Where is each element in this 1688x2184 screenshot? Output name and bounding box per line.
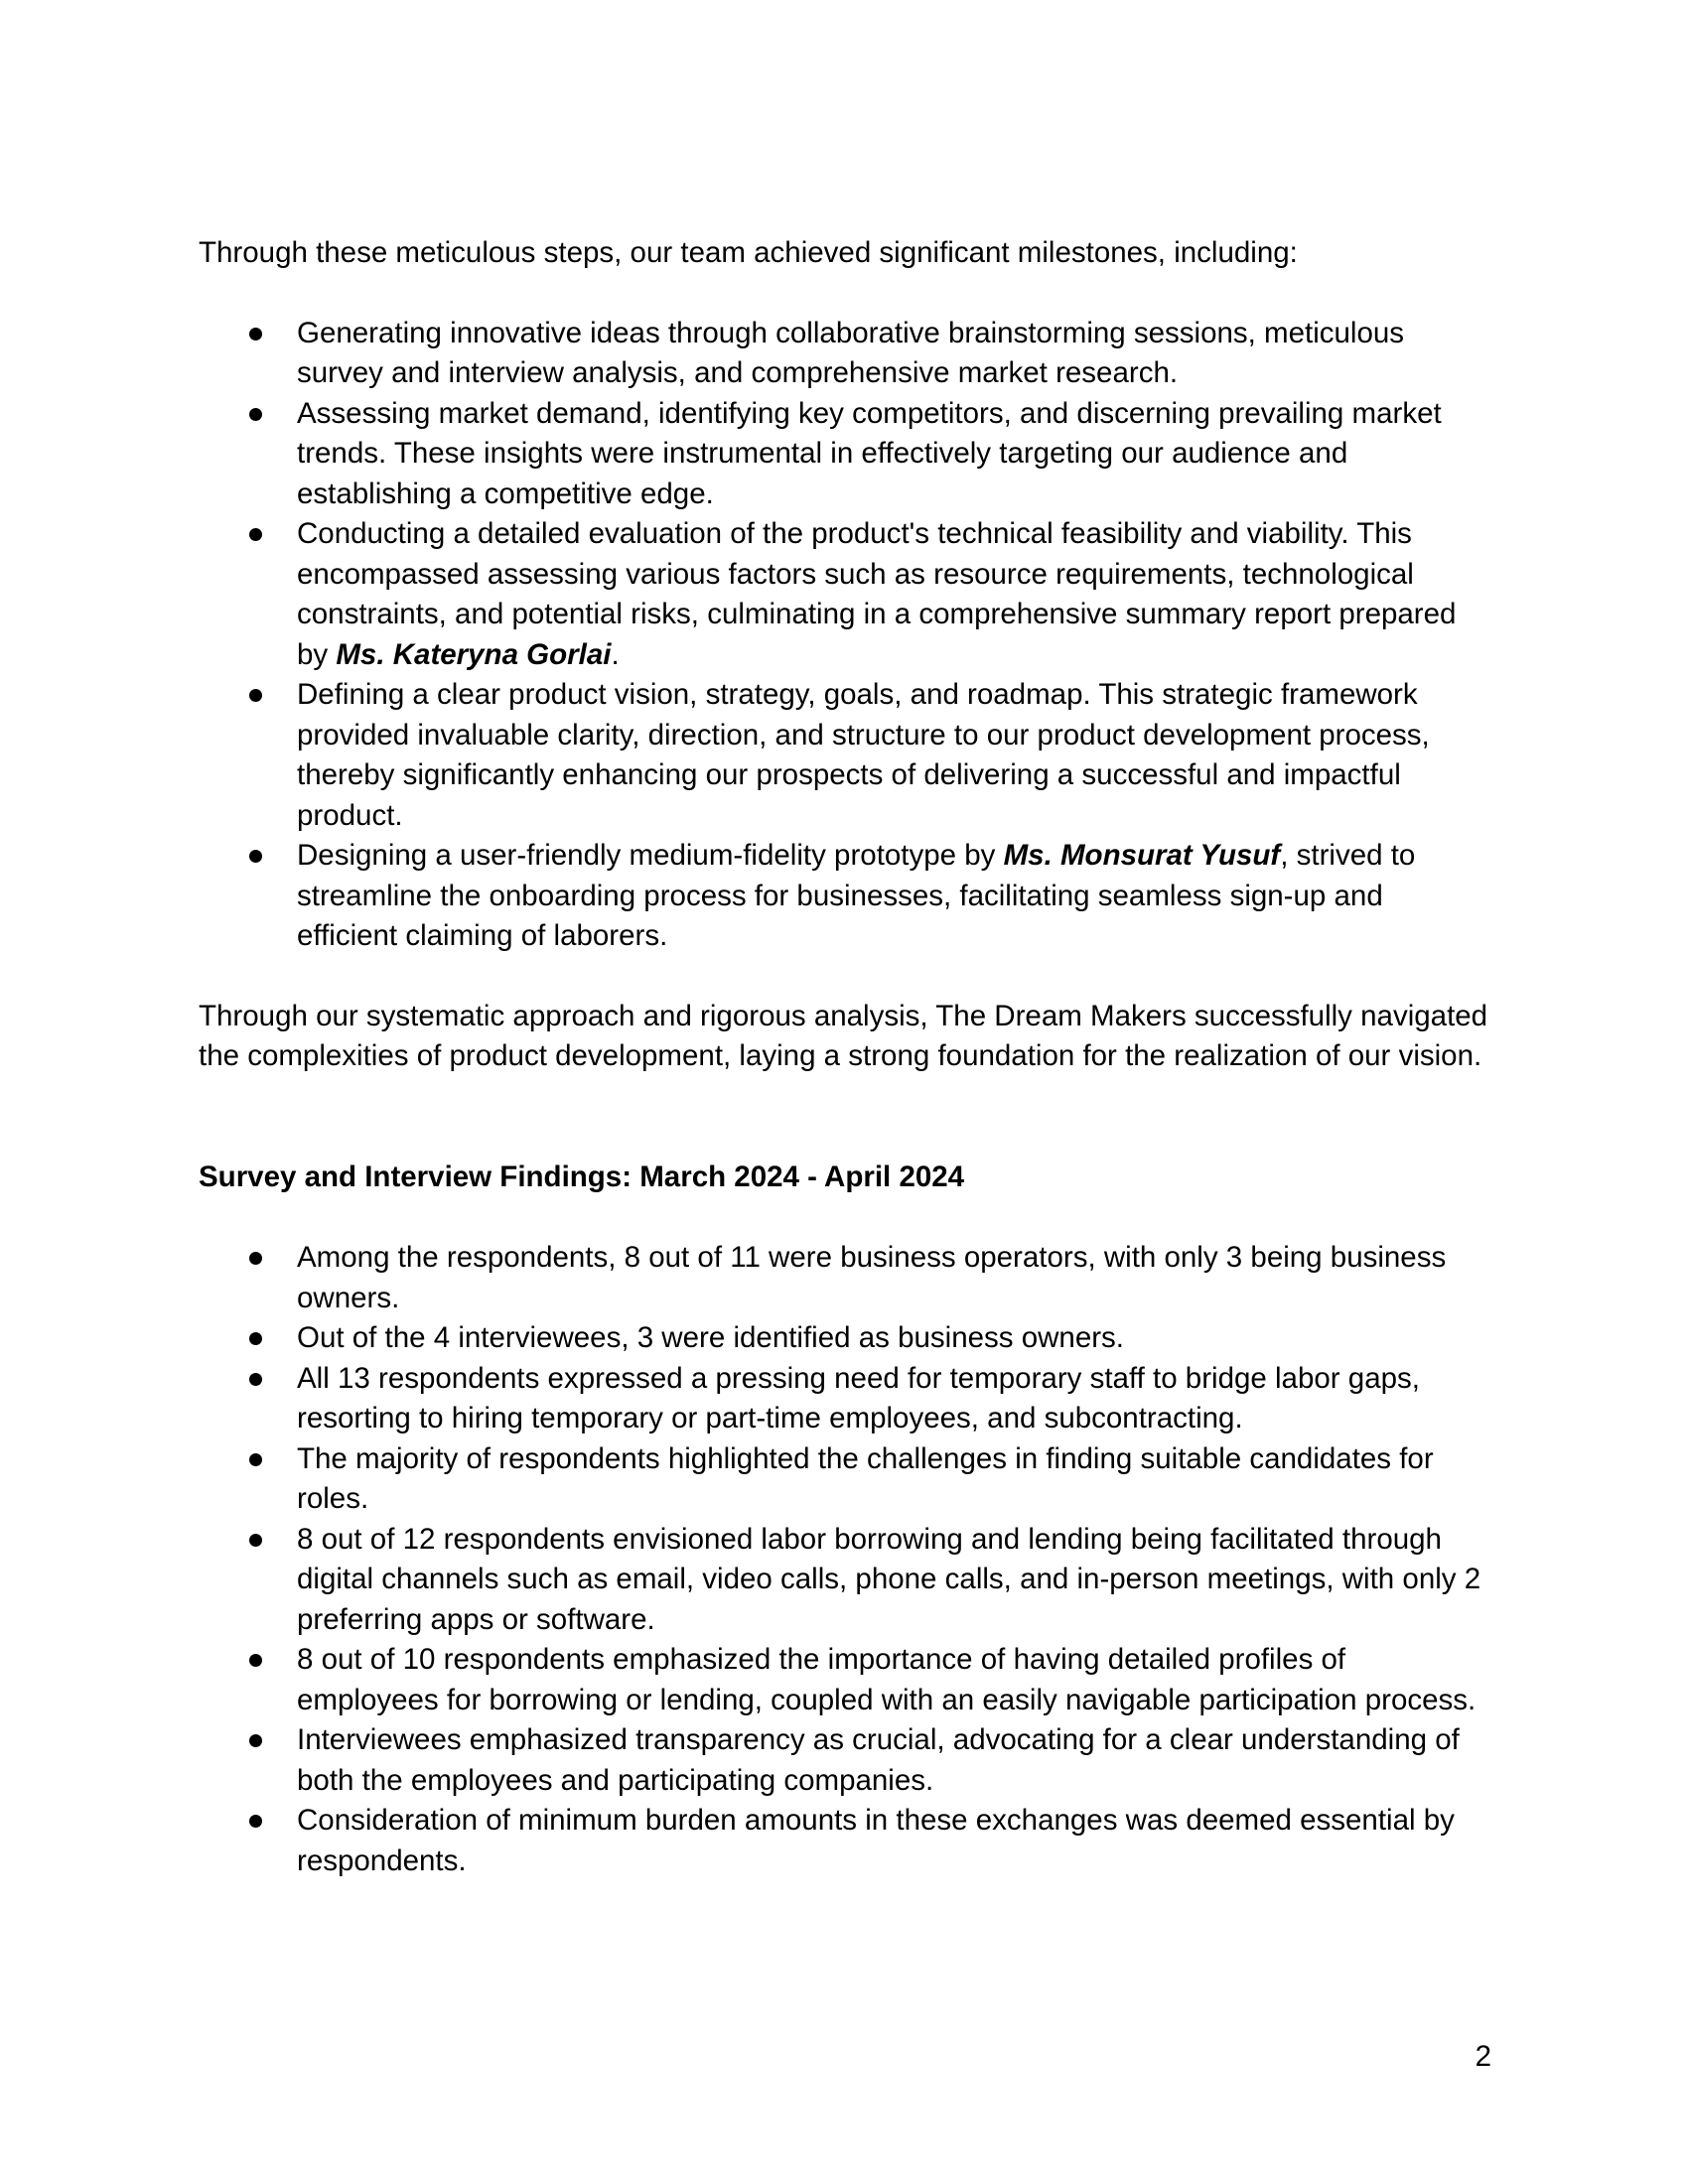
list-item-text: Consideration of minimum burden amounts in these exchanges was deemed essential by respondents. [297, 1804, 1455, 1877]
bullet-icon [249, 1332, 262, 1345]
list-item [297, 1640, 1489, 1720]
bullet-icon [249, 1453, 262, 1466]
list-item-text: Generating innovative ideas through collaborative brainstorming sessions, meticulous survey and interview analysis, and comprehensive market research. [297, 316, 1405, 389]
list-item-text: The majority of respondents highlighted the challenges in finding suitable candidates for roles. [297, 1441, 1434, 1515]
bullet-icon [249, 1373, 262, 1386]
bullet-icon [249, 408, 262, 421]
bullet-icon [249, 328, 262, 341]
list-item [297, 675, 1489, 836]
bullet-icon [249, 1654, 262, 1667]
list-item [297, 1439, 1489, 1520]
list-item [297, 1720, 1489, 1801]
list-item [297, 1238, 1489, 1318]
list-item-text: Conducting a detailed evaluation of the product's technical feasibility and viability. This encompassed assessing various factors such as resource requirements, technological constraints, and potential risks, culminating in a comprehensive summary report prepared by [297, 517, 1457, 671]
list-item-text: 8 out of 10 respondents emphasized the importance of having detailed profiles of employees for borrowing or lending, coupled with an easily navigable participation process. [297, 1643, 1477, 1716]
conclusion-paragraph: Through our systematic approach and rigorous analysis, The Dream Makers successfully navigated the complexities of product development, laying a strong foundation for the realization of our vision. [199, 999, 1488, 1072]
list-item-text: 8 out of 12 respondents envisioned labor borrowing and lending being facilitated through digital channels such as email, video calls, phone calls, and in-person meetings, with only 2 preferring apps or software. [297, 1522, 1481, 1636]
list-item-text: Out of the 4 interviewees, 3 were identified as business owners. [297, 1321, 1125, 1354]
bullet-icon [249, 1734, 262, 1747]
list-item-text: Defining a clear product vision, strategy, goals, and roadmap. This strategic framework provided invaluable clarity, direction, and structure to our product development process, thereby significantly enhancing our prospects of delivering a successful and impactful product. [297, 678, 1430, 832]
milestones-list [199, 314, 1489, 957]
list-item-text: Designing a user-friendly medium-fidelity prototype by [297, 839, 1004, 872]
list-item-text: Among the respondents, 8 out of 11 were business operators, with only 3 being business owners. [297, 1241, 1447, 1314]
findings-list [199, 1238, 1489, 1881]
bullet-icon [249, 689, 262, 702]
list-item [297, 1520, 1489, 1641]
list-item-text: All 13 respondents expressed a pressing need for temporary staff to bridge labor gaps, resorting to hiring temporary or part-time employees, and subcontracting. [297, 1361, 1420, 1434]
bullet-icon [249, 528, 262, 541]
list-item [297, 1801, 1489, 1881]
page-number: 2 [1475, 2040, 1491, 2073]
list-item [297, 1318, 1489, 1359]
list-item [297, 514, 1489, 675]
list-item [297, 1359, 1489, 1439]
author-name: Ms. Kateryna Gorlai [336, 637, 612, 671]
list-item-text: Interviewees emphasized transparency as crucial, advocating for a clear understanding of both the employees and participating companies. [297, 1723, 1460, 1797]
list-item [297, 394, 1489, 515]
designer-name: Ms. Monsurat Yusuf [1003, 839, 1281, 872]
list-item-text-end: , strived to streamline the onboarding process for businesses, facilitating seamless sign-up and efficient claiming of laborers. [297, 839, 1416, 952]
bullet-icon [249, 1534, 262, 1547]
list-item-text: Assessing market demand, identifying key competitors, and discerning prevailing market trends. These insights were instrumental in effectively targeting our audience and establishing a competitive edge. [297, 396, 1442, 510]
bullet-icon [249, 1815, 262, 1828]
bullet-icon [249, 850, 262, 863]
list-item [297, 314, 1489, 394]
document-page [199, 233, 1489, 1881]
bullet-icon [249, 1252, 262, 1265]
intro-paragraph: Through these meticulous steps, our team achieved significant milestones, including: [199, 236, 1298, 269]
section-heading: Survey and Interview Findings: March 2024 - April 2024 [199, 1160, 965, 1193]
list-item-text-end: . [611, 637, 620, 671]
list-item [297, 836, 1489, 957]
